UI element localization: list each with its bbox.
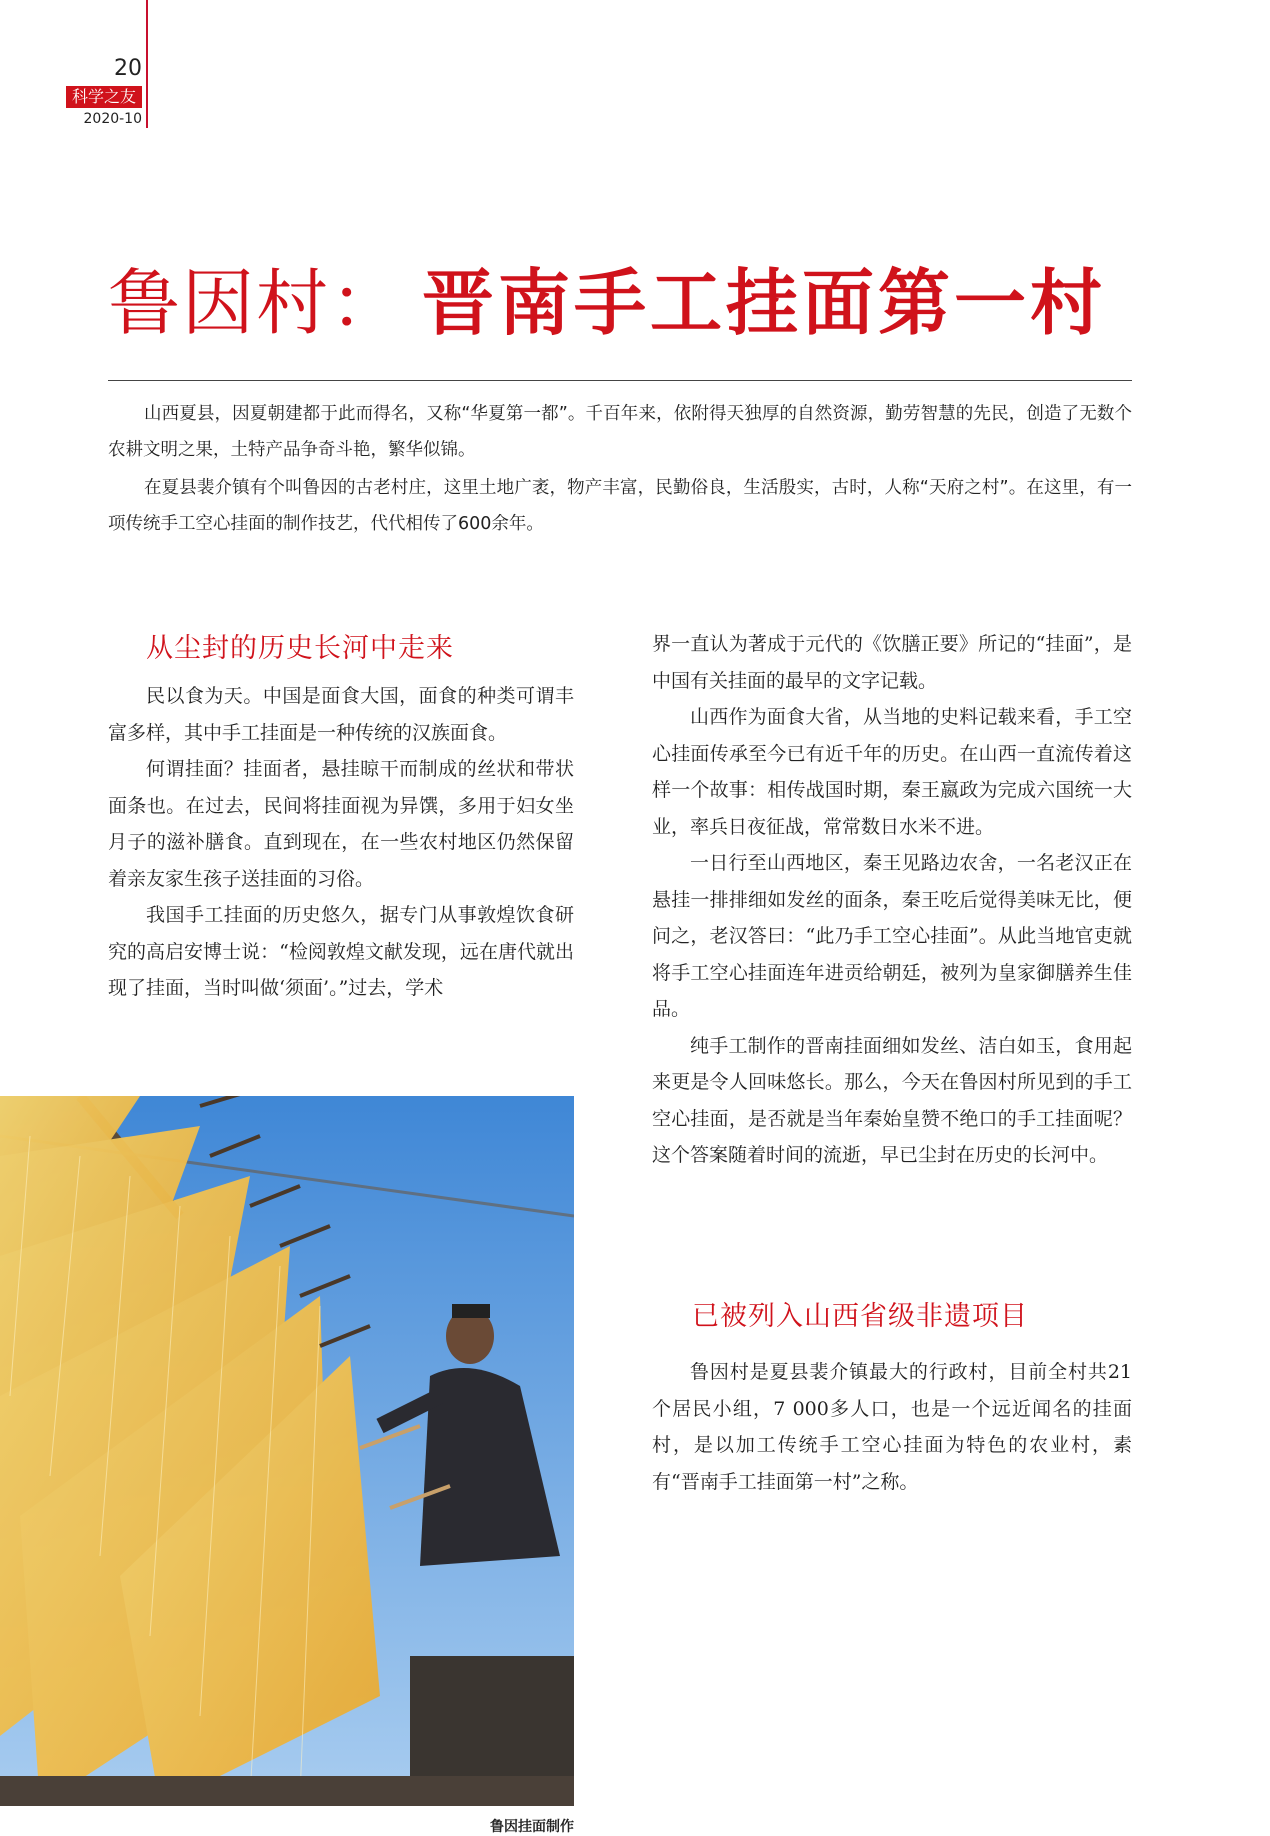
photo-caption: 鲁因挂面制作: [490, 1819, 574, 1835]
title-rule: [108, 380, 1132, 381]
section-heading-heritage: 已被列入山西省级非遗项目: [692, 1301, 1028, 1332]
intro-paragraph: 山西夏县，因夏朝建都于此而得名，又称“华夏第一都”。千百年来，依附得天独厚的自然资源，勤劳智慧的先民，创造了无数个农耕文明之果，土特产品争奇斗艳，繁华似锦。: [108, 404, 1132, 460]
magazine-name-badge: 科学之友: [66, 86, 142, 108]
issue-date: 2020-10: [83, 111, 142, 127]
body-paragraph: 一日行至山西地区，秦王见路边农舍，一名老汉正在悬挂一排排细如发丝的面条，秦王吃后觉得美味无比，便问之，老汉答曰：“此乃手工空心挂面”。从此当地官吏就将手工空心挂面连年进贡给朝廷，被列为皇家御膳养生佳品。: [652, 852, 1132, 1020]
article-title: [108, 258, 1106, 348]
body-paragraph: 何谓挂面？挂面者，悬挂晾干而制成的丝状和带状面条也。在过去，民间将挂面视为异馔，多用于妇女坐月子的滋补膳食。直到现在，在一些农村地区仍然保留着亲友家生孩子送挂面的习俗。: [108, 758, 574, 890]
body-paragraph-continued: 界一直认为著成于元代的《饮膳正要》所记的“挂面”，是中国有关挂面的最早的文字记载。: [652, 633, 1132, 692]
left-column: [108, 678, 574, 1007]
title-prefix: 鲁因村：: [108, 261, 405, 345]
section-heading-history: 从尘封的历史长河中走来: [146, 633, 454, 664]
body-paragraph: 纯手工制作的晋南挂面细如发丝、洁白如玉，食用起来更是令人回味悠长。那么，今天在鲁因村所见到的手工空心挂面，是否就是当年秦始皇赞不绝口的手工挂面呢？这个答案随着时间的流逝，早已尘封在历史的长河中。: [652, 1034, 1132, 1166]
body-paragraph: 鲁因村是夏县裴介镇最大的行政村，目前全村共21个居民小组，7 000多人口，也是一个远近闻名的挂面村，是以加工传统手工空心挂面为特色的农业村，素有“晋南手工挂面第一村”之称。: [652, 1361, 1132, 1493]
intro-block: [108, 396, 1132, 544]
page-number: 20: [114, 56, 142, 81]
body-paragraph: 我国手工挂面的历史悠久，据专门从事敦煌饮食研究的高启安博士说：“检阅敦煌文献发现，远在唐代就出现了挂面，当时叫做‘须面’。”过去，学术: [108, 904, 574, 999]
intro-paragraph: 在夏县裴介镇有个叫鲁因的古老村庄，这里土地广袤，物产丰富，民勤俗良，生活殷实，古时，人称“天府之村”。在这里，有一项传统手工空心挂面的制作技艺，代代相传了600余年。: [108, 478, 1132, 534]
noodle-drying-photo: [0, 1096, 574, 1806]
body-paragraph: 山西作为面食大省，从当地的史料记载来看，手工空心挂面传承至今已有近千年的历史。在山西一直流传着这样一个故事：相传战国时期，秦王嬴政为完成六国统一大业，率兵日夜征战，常常数日水米不进。: [652, 706, 1132, 838]
title-main: 晋南手工挂面第一村: [422, 261, 1107, 345]
right-column-section2: [652, 1354, 1132, 1500]
right-column: [652, 626, 1132, 1174]
header-divider-line: [146, 0, 148, 128]
body-paragraph: 民以食为天。中国是面食大国，面食的种类可谓丰富多样，其中手工挂面是一种传统的汉族面食。: [108, 685, 574, 744]
